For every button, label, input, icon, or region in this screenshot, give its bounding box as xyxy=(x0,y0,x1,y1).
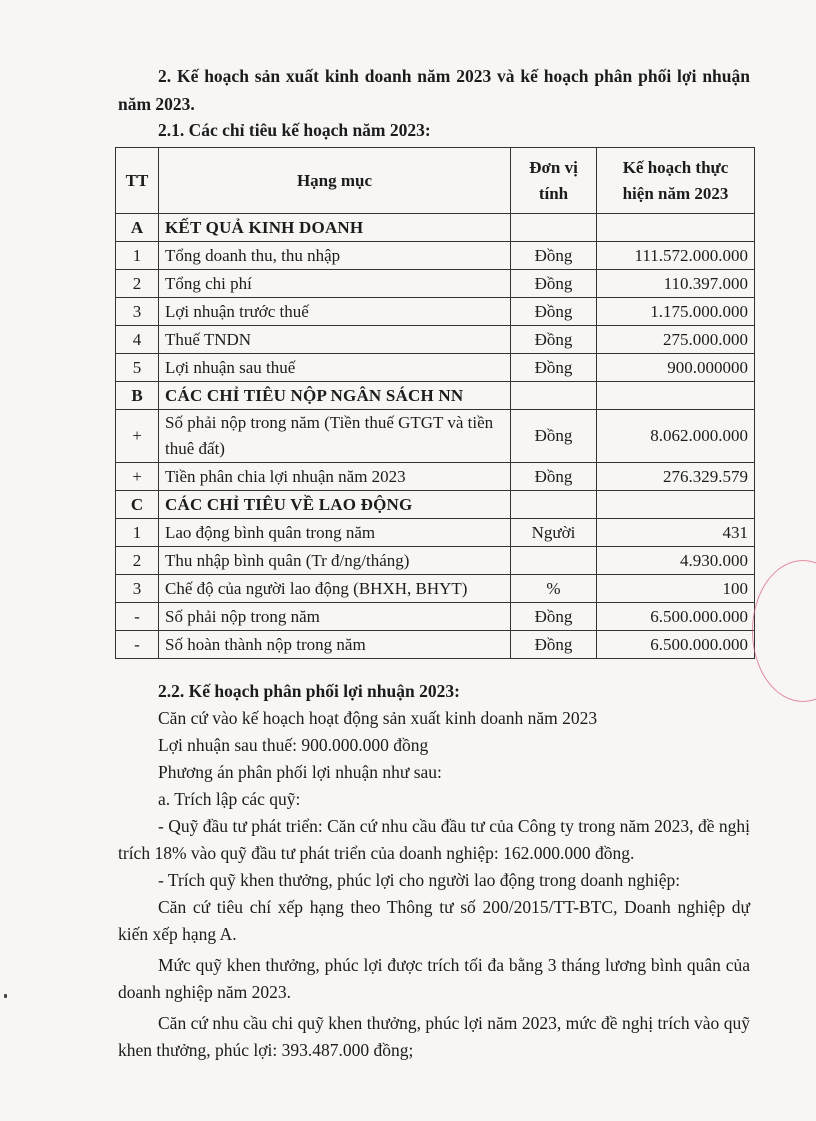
cell-unit: % xyxy=(511,575,597,603)
paragraph: Phương án phân phối lợi nhuận như sau: xyxy=(158,762,442,782)
cell-item: Chế độ của người lao động (BHXH, BHYT) xyxy=(159,575,511,603)
cell-unit xyxy=(511,382,597,410)
cell-value: 100 xyxy=(597,575,755,603)
paragraph: a. Trích lập các quỹ: xyxy=(158,789,301,809)
table-section-row xyxy=(116,491,755,519)
cell-item: Tổng chi phí xyxy=(159,270,511,298)
table-body xyxy=(116,214,755,659)
cell-item: Lao động bình quân trong năm xyxy=(159,519,511,547)
subsection-heading-targets: 2.1. Các chỉ tiêu kế hoạch năm 2023: xyxy=(158,120,431,140)
cell-unit xyxy=(511,491,597,519)
cell-tt: 1 xyxy=(116,242,159,270)
cell-value xyxy=(597,491,755,519)
header-item: Hạng mục xyxy=(159,148,511,214)
cell-item: Tiền phân chia lợi nhuận năm 2023 xyxy=(159,463,511,491)
cell-unit: Người xyxy=(511,519,597,547)
cell-unit xyxy=(511,214,597,242)
header-plan-value: Kế hoạch thực hiện năm 2023 xyxy=(597,148,755,214)
cell-tt: 1 xyxy=(116,519,159,547)
cell-tt: A xyxy=(116,214,159,242)
cell-item: CÁC CHỈ TIÊU VỀ LAO ĐỘNG xyxy=(159,491,511,519)
table-row xyxy=(116,298,755,326)
cell-tt: 3 xyxy=(116,575,159,603)
table-row xyxy=(116,603,755,631)
paragraph: - Quỹ đầu tư phát triển: Căn cứ nhu cầu đầu tư của Công ty trong năm 2023, đề nghị trích 18% vào quỹ đầu tư phát triển của doanh nghiệp: 162.000.000 đồng. xyxy=(118,816,750,863)
cell-value: 431 xyxy=(597,519,755,547)
cell-value: 276.329.579 xyxy=(597,463,755,491)
cell-value: 8.062.000.000 xyxy=(597,410,755,463)
table-row xyxy=(116,354,755,382)
cell-tt: 2 xyxy=(116,547,159,575)
paragraph: Căn cứ vào kế hoạch hoạt động sản xuất kinh doanh năm 2023 xyxy=(158,708,598,728)
cell-item: Thu nhập bình quân (Tr đ/ng/tháng) xyxy=(159,547,511,575)
paragraph: Mức quỹ khen thưởng, phúc lợi được trích tối đa bằng 3 tháng lương bình quân của doanh nghiệp năm 2023. xyxy=(118,955,750,1002)
cell-item: Số phải nộp trong năm (Tiền thuế GTGT và tiền thuê đất) xyxy=(159,410,511,463)
cell-value: 6.500.000.000 xyxy=(597,631,755,659)
table-row xyxy=(116,326,755,354)
cell-value xyxy=(597,382,755,410)
cell-unit: Đồng xyxy=(511,631,597,659)
cell-unit: Đồng xyxy=(511,242,597,270)
cell-tt: 3 xyxy=(116,298,159,326)
cell-item: Tổng doanh thu, thu nhập xyxy=(159,242,511,270)
table-row xyxy=(116,575,755,603)
cell-value: 4.930.000 xyxy=(597,547,755,575)
table-section-row xyxy=(116,214,755,242)
section-heading: 2. Kế hoạch sản xuất kinh doanh năm 2023 và kế hoạch phân phối lợi nhuận năm 2023. xyxy=(118,66,750,114)
scan-speck xyxy=(4,994,7,998)
cell-unit: Đồng xyxy=(511,270,597,298)
subsection-heading-profit: 2.2. Kế hoạch phân phối lợi nhuận 2023: xyxy=(158,681,460,701)
table-row xyxy=(116,463,755,491)
body-text xyxy=(118,678,750,1064)
company-seal xyxy=(752,560,816,702)
cell-tt: 5 xyxy=(116,354,159,382)
cell-unit xyxy=(511,547,597,575)
table-row xyxy=(116,547,755,575)
cell-unit: Đồng xyxy=(511,603,597,631)
paragraph: Căn cứ tiêu chí xếp hạng theo Thông tư số 200/2015/TT-BTC, Doanh nghiệp dự kiến xếp hạng A. xyxy=(118,897,750,944)
header-unit: Đơn vị tính xyxy=(511,148,597,214)
cell-tt: + xyxy=(116,410,159,463)
cell-value: 900.000000 xyxy=(597,354,755,382)
table-row xyxy=(116,519,755,547)
cell-value xyxy=(597,214,755,242)
cell-unit: Đồng xyxy=(511,298,597,326)
cell-item: Số phải nộp trong năm xyxy=(159,603,511,631)
paragraph: Lợi nhuận sau thuế: 900.000.000 đồng xyxy=(158,735,429,755)
cell-unit: Đồng xyxy=(511,463,597,491)
cell-unit: Đồng xyxy=(511,354,597,382)
cell-tt: + xyxy=(116,463,159,491)
table-row xyxy=(116,242,755,270)
cell-tt: 2 xyxy=(116,270,159,298)
table-section-row xyxy=(116,382,755,410)
cell-item: Số hoàn thành nộp trong năm xyxy=(159,631,511,659)
cell-value: 6.500.000.000 xyxy=(597,603,755,631)
cell-value: 275.000.000 xyxy=(597,326,755,354)
table-row xyxy=(116,270,755,298)
cell-value: 1.175.000.000 xyxy=(597,298,755,326)
cell-tt: - xyxy=(116,631,159,659)
cell-item: Thuế TNDN xyxy=(159,326,511,354)
cell-item: CÁC CHỈ TIÊU NỘP NGÂN SÁCH NN xyxy=(159,382,511,410)
cell-tt: - xyxy=(116,603,159,631)
paragraph: Căn cứ nhu cầu chi quỹ khen thưởng, phúc lợi năm 2023, mức đề nghị trích vào quỹ khen thưởng, phúc lợi: 393.487.000 đồng; xyxy=(118,1013,750,1060)
paragraph: - Trích quỹ khen thưởng, phúc lợi cho người lao động trong doanh nghiệp: xyxy=(158,870,681,890)
table-row xyxy=(116,410,755,463)
cell-unit: Đồng xyxy=(511,326,597,354)
cell-item: KẾT QUẢ KINH DOANH xyxy=(159,214,511,242)
header-tt: TT xyxy=(116,148,159,214)
cell-item: Lợi nhuận sau thuế xyxy=(159,354,511,382)
cell-tt: 4 xyxy=(116,326,159,354)
cell-unit: Đồng xyxy=(511,410,597,463)
cell-tt: C xyxy=(116,491,159,519)
table-row xyxy=(116,631,755,659)
cell-tt: B xyxy=(116,382,159,410)
cell-value: 110.397.000 xyxy=(597,270,755,298)
plan-targets-table xyxy=(115,147,755,659)
cell-item: Lợi nhuận trước thuế xyxy=(159,298,511,326)
cell-value: 111.572.000.000 xyxy=(597,242,755,270)
